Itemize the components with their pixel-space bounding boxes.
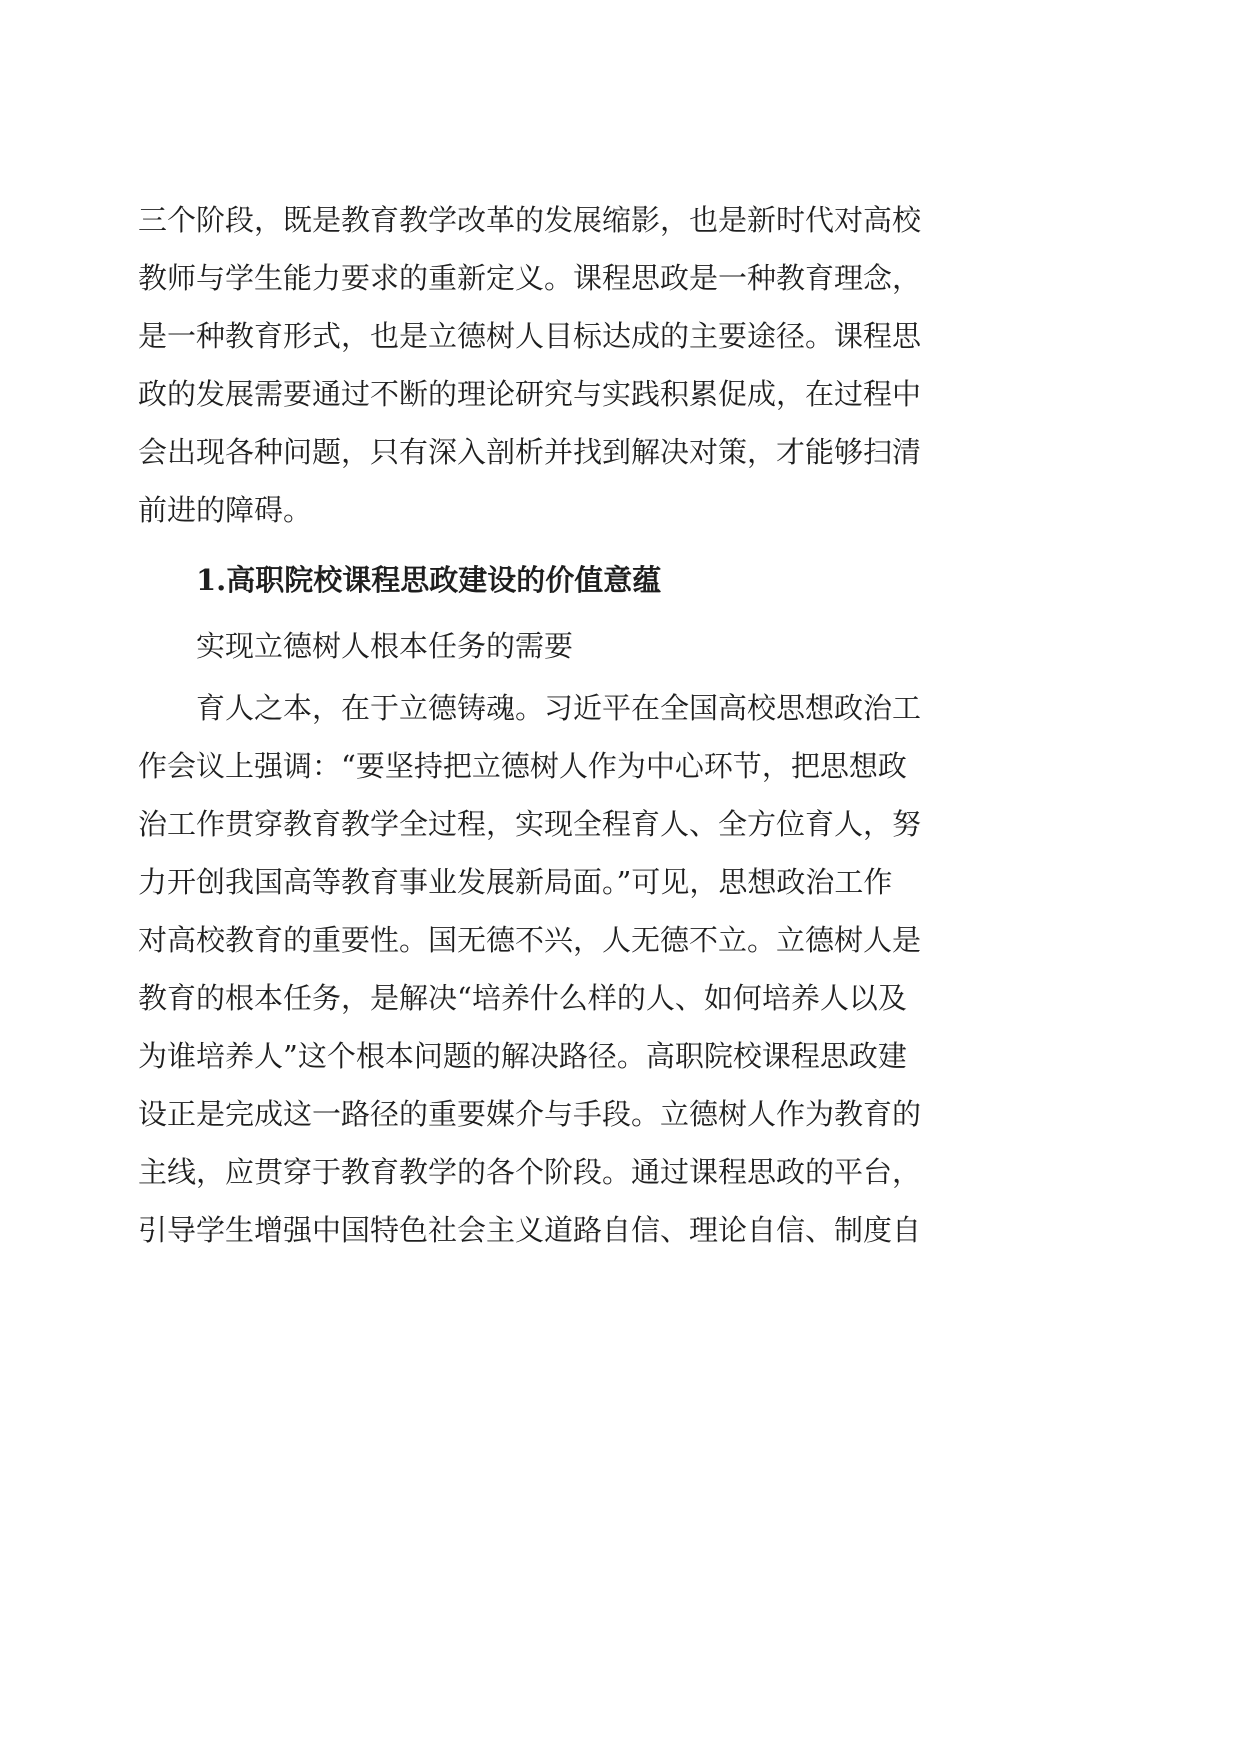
paragraph-1 (138, 191, 948, 539)
subheading: 实现立德树人根本任务的需要 (196, 629, 574, 663)
paragraph-2 (138, 679, 948, 1259)
paragraph-line: 政的发展需要通过不断的理论研究与实践积累促成，在过程中 (138, 377, 922, 411)
paragraph-line: 设正是完成这一路径的重要媒介与手段。立德树人作为教育的 (138, 1097, 922, 1131)
paragraph-line: 是一种教育形式，也是立德树人目标达成的主要途径。课程思 (138, 319, 922, 353)
paragraph-line: 教师与学生能力要求的重新定义。课程思政是一种教育理念， (138, 261, 922, 295)
document-body (138, 191, 948, 1259)
paragraph-line: 主线，应贯穿于教育教学的各个阶段。通过课程思政的平台， (138, 1155, 922, 1189)
paragraph-line: 会出现各种问题，只有深入剖析并找到解决对策，才能够扫清 (138, 435, 922, 469)
paragraph-line: 前进的障碍。 (138, 493, 313, 527)
paragraph-line: 为谁培养人”这个根本问题的解决路径。高职院校课程思政建 (138, 1039, 907, 1073)
paragraph-line: 对高校教育的重要性。国无德不兴，人无德不立。立德树人是 (138, 923, 922, 957)
section-heading: 1.高职院校课程思政建设的价值意蕴 (196, 563, 662, 597)
paragraph-line: 治工作贯穿教育教学全过程，实现全程育人、全方位育人，努 (138, 807, 922, 841)
paragraph-line: 三个阶段，既是教育教学改革的发展缩影，也是新时代对高校 (138, 203, 922, 237)
paragraph-line: 教育的根本任务，是解决“培养什么样的人、如何培养人以及 (138, 981, 907, 1015)
paragraph-line: 力开创我国高等教育事业发展新局面。”可见，思想政治工作 (138, 865, 893, 899)
paragraph-line: 引导学生增强中国特色社会主义道路自信、理论自信、制度自 (138, 1213, 922, 1247)
paragraph-line: 育人之本，在于立德铸魂。习近平在全国高校思想政治工 (196, 691, 922, 725)
paragraph-line: 作会议上强调：“要坚持把立德树人作为中心环节，把思想政 (138, 749, 907, 783)
